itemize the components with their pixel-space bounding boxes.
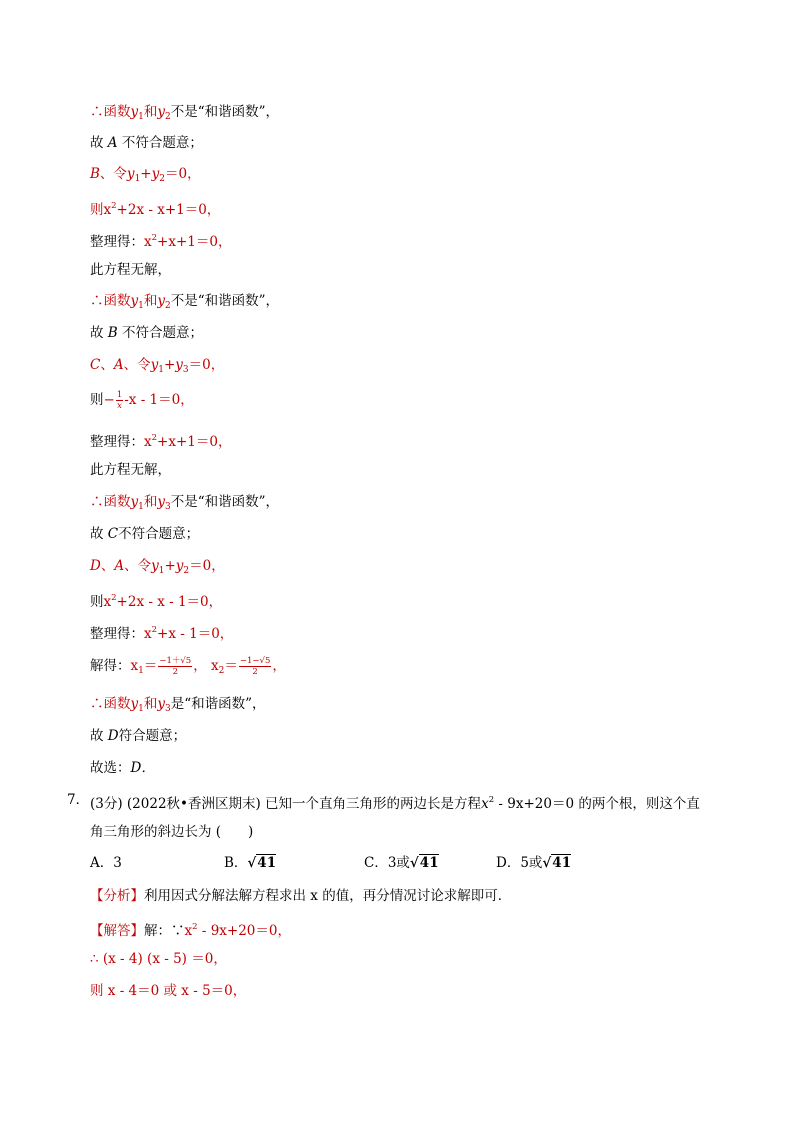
line-reject-a: 故 A 不符合题意； bbox=[90, 135, 203, 151]
option-c[interactable]: C．3或√41 bbox=[364, 855, 439, 871]
question-number: 7． bbox=[67, 792, 90, 808]
answer-line2: ∴ (x - 4) (x - 5) ＝0， bbox=[90, 951, 227, 967]
line-conclusion-d: ∴函数$y_1$和$y_3$是“和谐函数”， bbox=[90, 696, 266, 714]
option-d[interactable]: D．5或√41 bbox=[496, 855, 572, 871]
question-stem-line1: (3分) (2022秋•香洲区期末) 已知一个直角三角形的两边长是方程$x^2 - 9x+20=0$ 的两个根，则这个直 bbox=[90, 795, 700, 812]
line-simplify-b: 整理得：$x^2+x+1=0$， bbox=[90, 233, 232, 250]
line-nosolution-b: 此方程无解， bbox=[90, 262, 171, 278]
line-solve-d: 解得：$x_1=$ $\frac{-1+√5}{2}$ ， $x_2=$ $\frac{-1-√5}{2}$ ， bbox=[90, 656, 286, 677]
sqrt-41: √41 bbox=[409, 855, 439, 871]
option-b[interactable]: B．√41 bbox=[224, 855, 277, 871]
answer-line3: 则 x - 4＝0 或 x - 5＝0， bbox=[90, 983, 247, 999]
fraction-root-2: $\frac{-1-√5}{2}$ bbox=[239, 656, 271, 677]
line-conclusion-a: ∴函数$y_1$和$y_2$不是“和谐函数”， bbox=[90, 104, 280, 122]
option-a[interactable]: A．3 bbox=[90, 855, 122, 871]
line-equation-c: 则− $\frac{1}{x}$ -x - 1＝0， bbox=[90, 390, 194, 411]
line-simplify-c: 整理得：$x^2+x+1=0$， bbox=[90, 433, 232, 450]
line-equation-d: 则$x^2+2x - x - 1=0$， bbox=[90, 593, 223, 610]
fraction-root-1: $\frac{-1+√5}{2}$ bbox=[159, 656, 192, 677]
line-nosolution-c: 此方程无解， bbox=[90, 462, 171, 478]
line-reject-c: 故 C不符合题意； bbox=[90, 526, 200, 542]
line-conclusion-c: ∴函数$y_1$和$y_3$不是“和谐函数”， bbox=[90, 494, 280, 512]
analysis-line: 【分析】利用因式分解法解方程求出 x 的值，再分情况讨论求解即可． bbox=[90, 888, 512, 904]
line-option-c: C、A、令$y_1+y_3=0$， bbox=[90, 357, 225, 375]
question-stem-line2: 角三角形的斜边长为 ( ) bbox=[90, 824, 254, 840]
line-simplify-d: 整理得：$x^2+x - 1=0$， bbox=[90, 625, 234, 642]
sqrt-41: √41 bbox=[542, 855, 572, 871]
line-option-b: B、令$y_1+y_2=0$， bbox=[90, 166, 201, 184]
line-reject-b: 故 B 不符合题意； bbox=[90, 325, 204, 341]
line-option-d: D、A、令$y_1+y_2=0$， bbox=[90, 558, 225, 576]
answer-line1: 【解答】解：$\because x^2 - 9x+20=0$， bbox=[90, 922, 291, 939]
line-conclusion-b: ∴函数$y_1$和$y_2$不是“和谐函数”， bbox=[90, 293, 280, 311]
line-accept-d: 故 D符合题意； bbox=[90, 728, 187, 744]
line-final-choice: 故选：D． bbox=[90, 760, 155, 776]
line-equation-b: 则$x^2+2x - x+1=0$， bbox=[90, 201, 221, 218]
fraction-one-over-x: $\frac{1}{x}$ bbox=[116, 390, 123, 411]
sqrt-41: √41 bbox=[247, 855, 277, 871]
